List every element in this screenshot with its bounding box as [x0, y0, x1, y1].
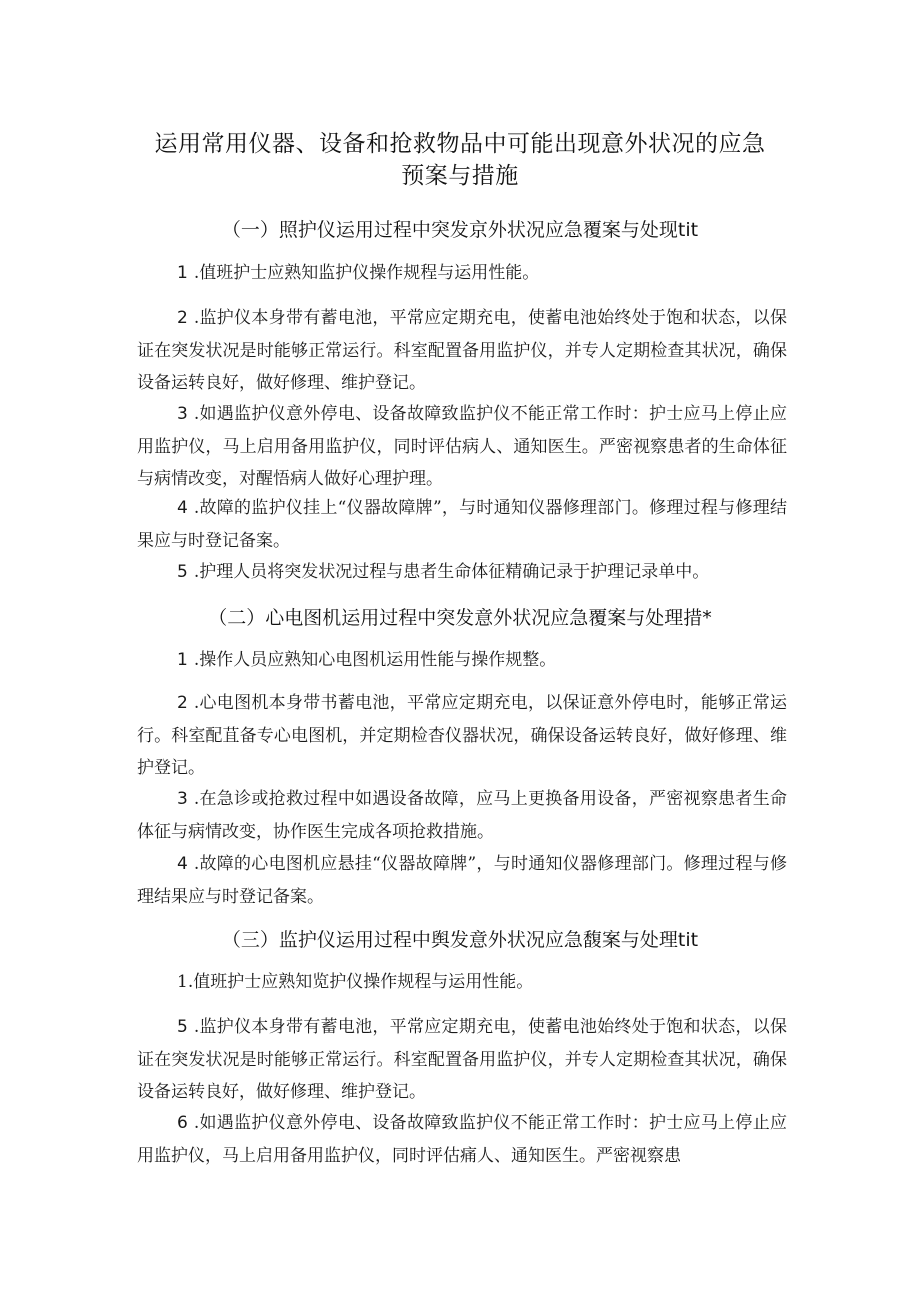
- item-text: .在急诊或抢救过程中如遇设备故障，应马上更换备用设备，严密视察患者生命体征与病情改变，协作医生完成各项抢救措施。: [137, 789, 787, 842]
- item-number: 5: [177, 1017, 188, 1037]
- item-number: 2: [177, 693, 188, 713]
- section-1-item-2: [137, 302, 787, 400]
- section-1-item-5: [137, 556, 787, 589]
- item-number: 6: [177, 1113, 188, 1133]
- section-2-item-2: [137, 687, 787, 785]
- item-text: .故障的心电图机应悬挂“仪器故障牌”，与时通知仪器修理部门。修理过程与修理结果应与时登记备案。: [137, 854, 787, 907]
- section-2-heading: （二）心电图机运用过程中突发意外状况应急覆案与处理措*: [208, 607, 712, 629]
- item-number: 1: [177, 650, 188, 670]
- section-3-item-5: [137, 1011, 787, 1109]
- section-2-item-1: [137, 644, 787, 677]
- section-1-item-3: [137, 398, 787, 496]
- item-text: 1.值班护士应熟知览护仪操作规程与运用性能。: [177, 972, 534, 992]
- section-3-item-6: [137, 1107, 787, 1172]
- document-title-line-2: 预案与措施: [401, 163, 519, 189]
- item-text: .故障的监护仪挂上“仪器故障牌”，与时通知仪器修理部门。修理过程与修理结果应与时登记备案。: [137, 498, 787, 551]
- section-3-heading: （三）监护仪运用过程中舆发意外状况应急馥案与处理tit: [221, 929, 699, 951]
- item-text: .护理人员将突发状况过程与患者生命体征精确记录于护理记录单中。: [193, 562, 710, 582]
- item-number: 4: [177, 854, 188, 874]
- section-1-item-1: [137, 257, 787, 290]
- item-text: .监护仪本身带有蓄电池，平常应定期充电，使蓄电池始终处于饱和状态，以保证在突发状况是时能够正常运行。科室配置备用监护仪，并专人定期检查其状况，确保设备运转良好，做好修理、维护登记。: [137, 308, 787, 393]
- section-3-item-1: [137, 966, 787, 999]
- item-number: 3: [177, 789, 188, 809]
- item-number: 5: [177, 562, 188, 582]
- item-text: .如遇监护仪意外停电、设备故障致监护仪不能正常工作时：护士应马上停止应用监护仪，马上启用备用监护仪，同时评估痛人、通知医生。严密视察患: [137, 1113, 787, 1166]
- item-number: 1: [177, 263, 188, 283]
- item-number: 2: [177, 308, 188, 328]
- document-title-line-1: 运用常用仪器、设备和抢救物品中可能出现意外状况的应急: [154, 131, 766, 157]
- item-text: .监护仪本身带有蓄电池，平常应定期充电，使蓄电池始终处于饱和状态，以保证在突发状况是时能够正常运行。科室配置备用监护仪，并专人定期检查其状况，确保设备运转良好，做好修理、维护登记。: [137, 1017, 787, 1102]
- section-2-item-4: [137, 848, 787, 913]
- item-text: .值班护士应熟知监护仪操作规程与运用性能。: [193, 263, 540, 283]
- item-text: .操作人员应熟知心电图机运用性能与操作规整。: [193, 650, 557, 670]
- section-2-item-3: [137, 783, 787, 848]
- item-text: .心电图机本身带书蓄电池，平常应定期充电，以保证意外停电时，能够正常运行。科室配苴备专心电图机，并定期检杳仪器状况，确保设备运转良好，做好修理、维护登记。: [137, 693, 787, 778]
- item-number: 3: [177, 404, 188, 424]
- item-number: 4: [177, 498, 188, 518]
- item-text: .如遇监护仪意外停电、设备故障致监护仪不能正常工作时：护士应马上停止应用监护仪，马上启用备用监护仪，同时评估病人、通知医生。严密视察患者的生命体征与病情改变，对醒悟病人做好心理护理。: [137, 404, 787, 489]
- section-1-heading: （一）照护仪运用过程中突发京外状况应急覆案与处现tit: [221, 219, 699, 241]
- section-1-item-4: [137, 492, 787, 557]
